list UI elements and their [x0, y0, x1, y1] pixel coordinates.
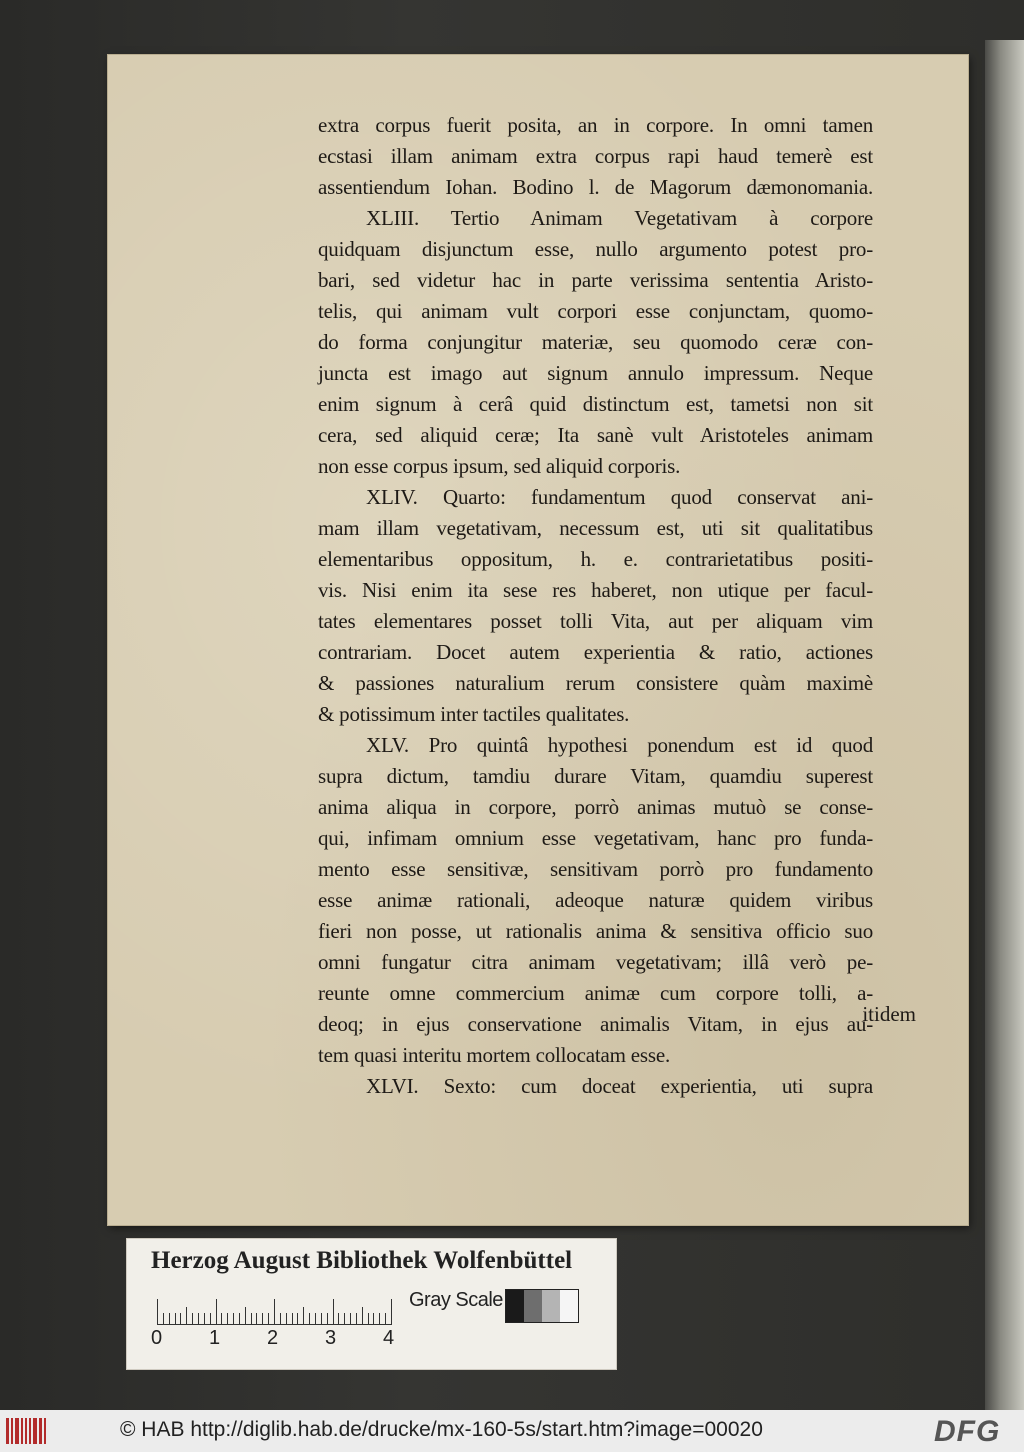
logo-bar [6, 1418, 9, 1444]
logo-bar [15, 1418, 19, 1444]
text-line: supra dictum, tamdiu durare Vitam, quamdiu superest [318, 764, 873, 788]
text-line: bari, sed videtur hac in parte verissima sententia Aristo- [318, 268, 873, 292]
text-line: mento esse sensitivæ, sensitivam porrò pro fundamento [318, 857, 873, 881]
logo-bar [11, 1418, 13, 1444]
text-line: cera, sed aliquid ceræ; Ita sanè vult Aristoteles animam [318, 423, 873, 447]
page-text [318, 110, 873, 1102]
ruler-tick [292, 1313, 293, 1325]
ruler-tick [268, 1313, 269, 1325]
logo-bar [21, 1418, 23, 1444]
text-line: quidquam disjunctum esse, nullo argumento potest pro- [318, 237, 873, 261]
text-line: assentiendum Iohan. Bodino l. de Magorum dæmonomania. [318, 175, 873, 199]
ruler-tick [356, 1313, 357, 1325]
text-line: fieri non posse, ut rationalis anima & sensitiva officio suo [318, 919, 873, 943]
ruler-tick [315, 1313, 316, 1325]
text-line: ecstasi illam animam extra corpus rapi haud temerè est [318, 144, 873, 168]
ruler-tick [210, 1313, 211, 1325]
ruler-tick [180, 1313, 181, 1325]
copyright-url: © HAB http://diglib.hab.de/drucke/mx-160-5s/start.htm?image=00020 [120, 1418, 763, 1441]
text-line: reunte omne commercium animæ cum corpore tolli, a- [318, 981, 873, 1005]
logo-bar [44, 1418, 46, 1444]
ruler-tick [204, 1313, 205, 1325]
ruler-tick [362, 1307, 363, 1325]
gray-swatch [560, 1290, 578, 1322]
text-line: qui, infimam omnium esse vegetativam, hanc pro funda- [318, 826, 873, 850]
ruler-tick [163, 1313, 164, 1325]
logo-bar [33, 1418, 37, 1444]
hab-logo-icon [6, 1418, 46, 1444]
text-line: extra corpus fuerit posita, an in corpore. In omni tamen [318, 113, 873, 137]
gray-swatch [524, 1290, 542, 1322]
text-line: enim signum à cerâ quid distinctum est, tametsi non sit [318, 392, 873, 416]
ruler-tick [379, 1313, 380, 1325]
ruler-tick [338, 1313, 339, 1325]
ruler-tick [286, 1313, 287, 1325]
text-line: non esse corpus ipsum, sed aliquid corporis. [318, 454, 681, 478]
ruler-tick [274, 1299, 275, 1325]
gray-scale-swatches [505, 1289, 579, 1323]
text-line: anima aliqua in corpore, porrò animas mutuò se conse- [318, 795, 873, 819]
ruler-numbers [151, 1327, 401, 1353]
text-line: do forma conjungitur materiæ, seu quomodo ceræ con- [318, 330, 873, 354]
text-line: tem quasi interitu mortem collocatam esse. [318, 1043, 670, 1067]
ruler-number: 2 [267, 1327, 279, 1349]
ruler-tick [239, 1313, 240, 1325]
ruler-tick [321, 1313, 322, 1325]
library-color-card [126, 1238, 617, 1370]
ruler-tick [192, 1313, 193, 1325]
text-line: juncta est imago aut signum annulo impressum. Neque [318, 361, 873, 385]
ruler-tick [216, 1299, 217, 1325]
ruler-tick [344, 1313, 345, 1325]
ruler-number: 1 [209, 1327, 221, 1349]
text-line: XLV. Pro quintâ hypothesi ponendum est id quod [366, 733, 873, 757]
ruler-tick [251, 1313, 252, 1325]
measurement-ruler [157, 1295, 391, 1325]
ruler-tick [169, 1313, 170, 1325]
book-edge [985, 40, 1024, 1410]
text-line: mam illam vegetativam, necessum est, uti sit qualitatibus [318, 516, 873, 540]
ruler-tick [245, 1307, 246, 1325]
text-line: tates elementares posset tolli Vita, aut per aliquam vim [318, 609, 873, 633]
text-line: & potissimum inter tactiles qualitates. [318, 702, 630, 726]
text-line: XLIV. Quarto: fundamentum quod conservat ani- [366, 485, 873, 509]
text-line: & passiones naturalium rerum consistere quàm maximè [318, 671, 873, 695]
ruler-tick [391, 1299, 392, 1325]
ruler-number: 4 [383, 1327, 395, 1349]
ruler-tick [186, 1307, 187, 1325]
ruler-tick [175, 1313, 176, 1325]
ruler-tick [157, 1299, 158, 1325]
ruler-tick [256, 1313, 257, 1325]
ruler-number: 0 [151, 1327, 163, 1349]
text-line: vis. Nisi enim ita sese res haberet, non utique per facul- [318, 578, 873, 602]
ruler-tick [297, 1313, 298, 1325]
ruler-tick [327, 1313, 328, 1325]
ruler-tick [221, 1313, 222, 1325]
ruler-tick [280, 1313, 281, 1325]
ruler-tick [227, 1313, 228, 1325]
catchword: itidem [862, 1002, 916, 1026]
library-name: Herzog August Bibliothek Wolfenbüttel [151, 1247, 573, 1274]
ruler-number: 3 [325, 1327, 337, 1349]
gray-swatch [506, 1290, 524, 1322]
ruler-tick [262, 1313, 263, 1325]
text-line: esse animæ rationali, adeoque naturæ quidem viribus [318, 888, 873, 912]
text-line: XLIII. Tertio Animam Vegetativam à corpore [366, 206, 873, 230]
ruler-tick [385, 1313, 386, 1325]
ruler-tick [309, 1313, 310, 1325]
ruler-tick [333, 1299, 334, 1325]
text-line: omni fungatur citra animam vegetativam; illâ verò pe- [318, 950, 873, 974]
logo-bar [39, 1418, 42, 1444]
ruler-tick [373, 1313, 374, 1325]
text-line: elementaribus oppositum, h. e. contrarietatibus positi- [318, 547, 873, 571]
text-line: contrariam. Docet autem experientia & ratio, actiones [318, 640, 873, 664]
logo-bar [25, 1418, 28, 1444]
logo-bar [29, 1418, 31, 1444]
text-line: XLVI. Sexto: cum doceat experientia, uti supra [366, 1074, 873, 1098]
gray-scale-label: Gray Scale [409, 1289, 503, 1311]
ruler-tick [233, 1313, 234, 1325]
dfg-logo: DFG [934, 1415, 1001, 1448]
ruler-tick [303, 1307, 304, 1325]
text-line: deoq; in ejus conservatione animalis Vitam, in ejus au- [318, 1012, 873, 1036]
footer-bar [0, 1410, 1024, 1452]
ruler-tick [350, 1313, 351, 1325]
ruler-tick [368, 1313, 369, 1325]
gray-swatch [542, 1290, 560, 1322]
ruler-tick [198, 1313, 199, 1325]
text-line: telis, qui animam vult corpori esse conjunctam, quomo- [318, 299, 873, 323]
